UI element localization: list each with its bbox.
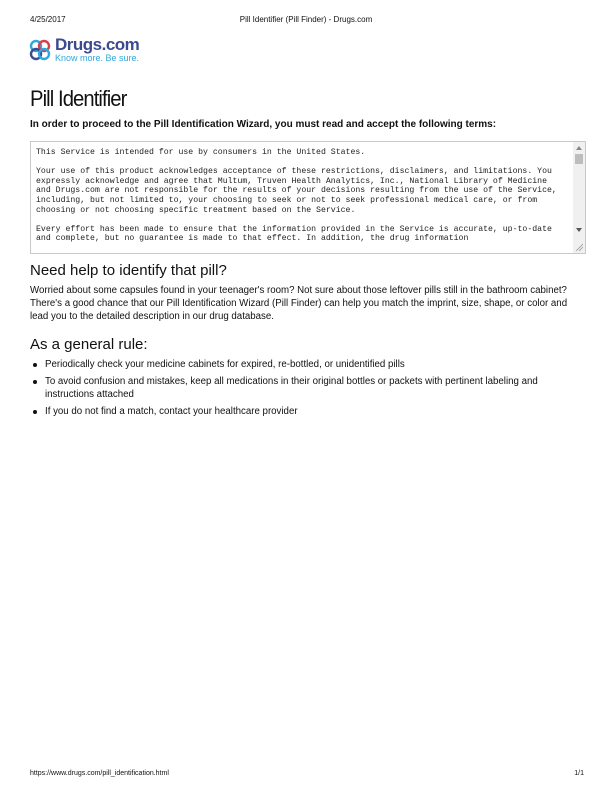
help-paragraph: Worried about some capsules found in your teenager's room? Not sure about those leftover pills still in the bathroom cabinet? There's a good chance that our Pill Identification Wizard (Pill Finder) can help you match the imprint, size, shape, or color and lead you to the detailed description in our drug database. xyxy=(30,285,568,323)
scroll-up-arrow-icon[interactable] xyxy=(576,146,582,150)
list-item xyxy=(30,405,584,418)
print-page-title: Pill Identifier (Pill Finder) - Drugs.com xyxy=(239,15,373,24)
terms-paragraph: This Service is intended for use by consumers in the United States. xyxy=(36,148,366,157)
list-item-text: To avoid confusion and mistakes, keep all medications in their original bottles or packets with pertinent labeling and instructions attached xyxy=(45,376,538,400)
terms-paragraph: Your use of this product acknowledges acceptance of these restrictions, disclaimers, and limitations. You expressly acknowledge and agree that Multum, Truven Health Analytics, Inc., National Library of Medicine and Drugs.com are not responsible for the results of your decisions resulting from the use of the Service, including, but not limited to, your choosing to seek or not to seek professional medical care, or from choosing or not choosing specific treatment based on the Service. xyxy=(36,167,557,215)
terms-paragraph: Every effort has been made to ensure that the information provided in the Service is accurate, up-to-date and complete, but no guarantee is made to that effect. In addition, the drug information xyxy=(36,224,552,244)
bullet-icon xyxy=(33,410,37,414)
drugs-com-logo-icon xyxy=(28,38,52,62)
logo-tagline: Know more. Be sure. xyxy=(55,53,140,63)
drugs-com-logo[interactable] xyxy=(28,36,139,63)
terms-textarea[interactable] xyxy=(30,141,586,254)
print-date: 4/25/2017 xyxy=(30,15,66,24)
bullet-icon xyxy=(33,380,37,384)
terms-scrollbar[interactable] xyxy=(573,142,585,253)
print-url: https://www.drugs.com/pill_identification.html xyxy=(30,770,169,777)
general-rule-heading: As a general rule: xyxy=(30,336,148,353)
scrollbar-thumb[interactable] xyxy=(575,154,583,164)
print-page-number: 1/1 xyxy=(574,770,584,777)
list-item-text: Periodically check your medicine cabinets for expired, re-bottled, or unidentified pills xyxy=(45,359,405,370)
list-item-text: If you do not find a match, contact your healthcare provider xyxy=(45,406,298,417)
list-item xyxy=(30,375,584,401)
help-heading: Need help to identify that pill? xyxy=(30,262,227,279)
scroll-down-arrow-icon[interactable] xyxy=(576,228,582,232)
terms-content xyxy=(36,148,558,254)
bullet-icon xyxy=(33,363,37,367)
page-title: Pill Identifier xyxy=(30,86,127,111)
general-rule-list xyxy=(30,358,584,422)
list-item xyxy=(30,358,584,371)
terms-intro: In order to proceed to the Pill Identification Wizard, you must read and accept the following terms: xyxy=(30,119,497,130)
logo-brand-text: Drugs.com xyxy=(55,35,140,54)
resize-grip-icon[interactable] xyxy=(575,243,583,251)
